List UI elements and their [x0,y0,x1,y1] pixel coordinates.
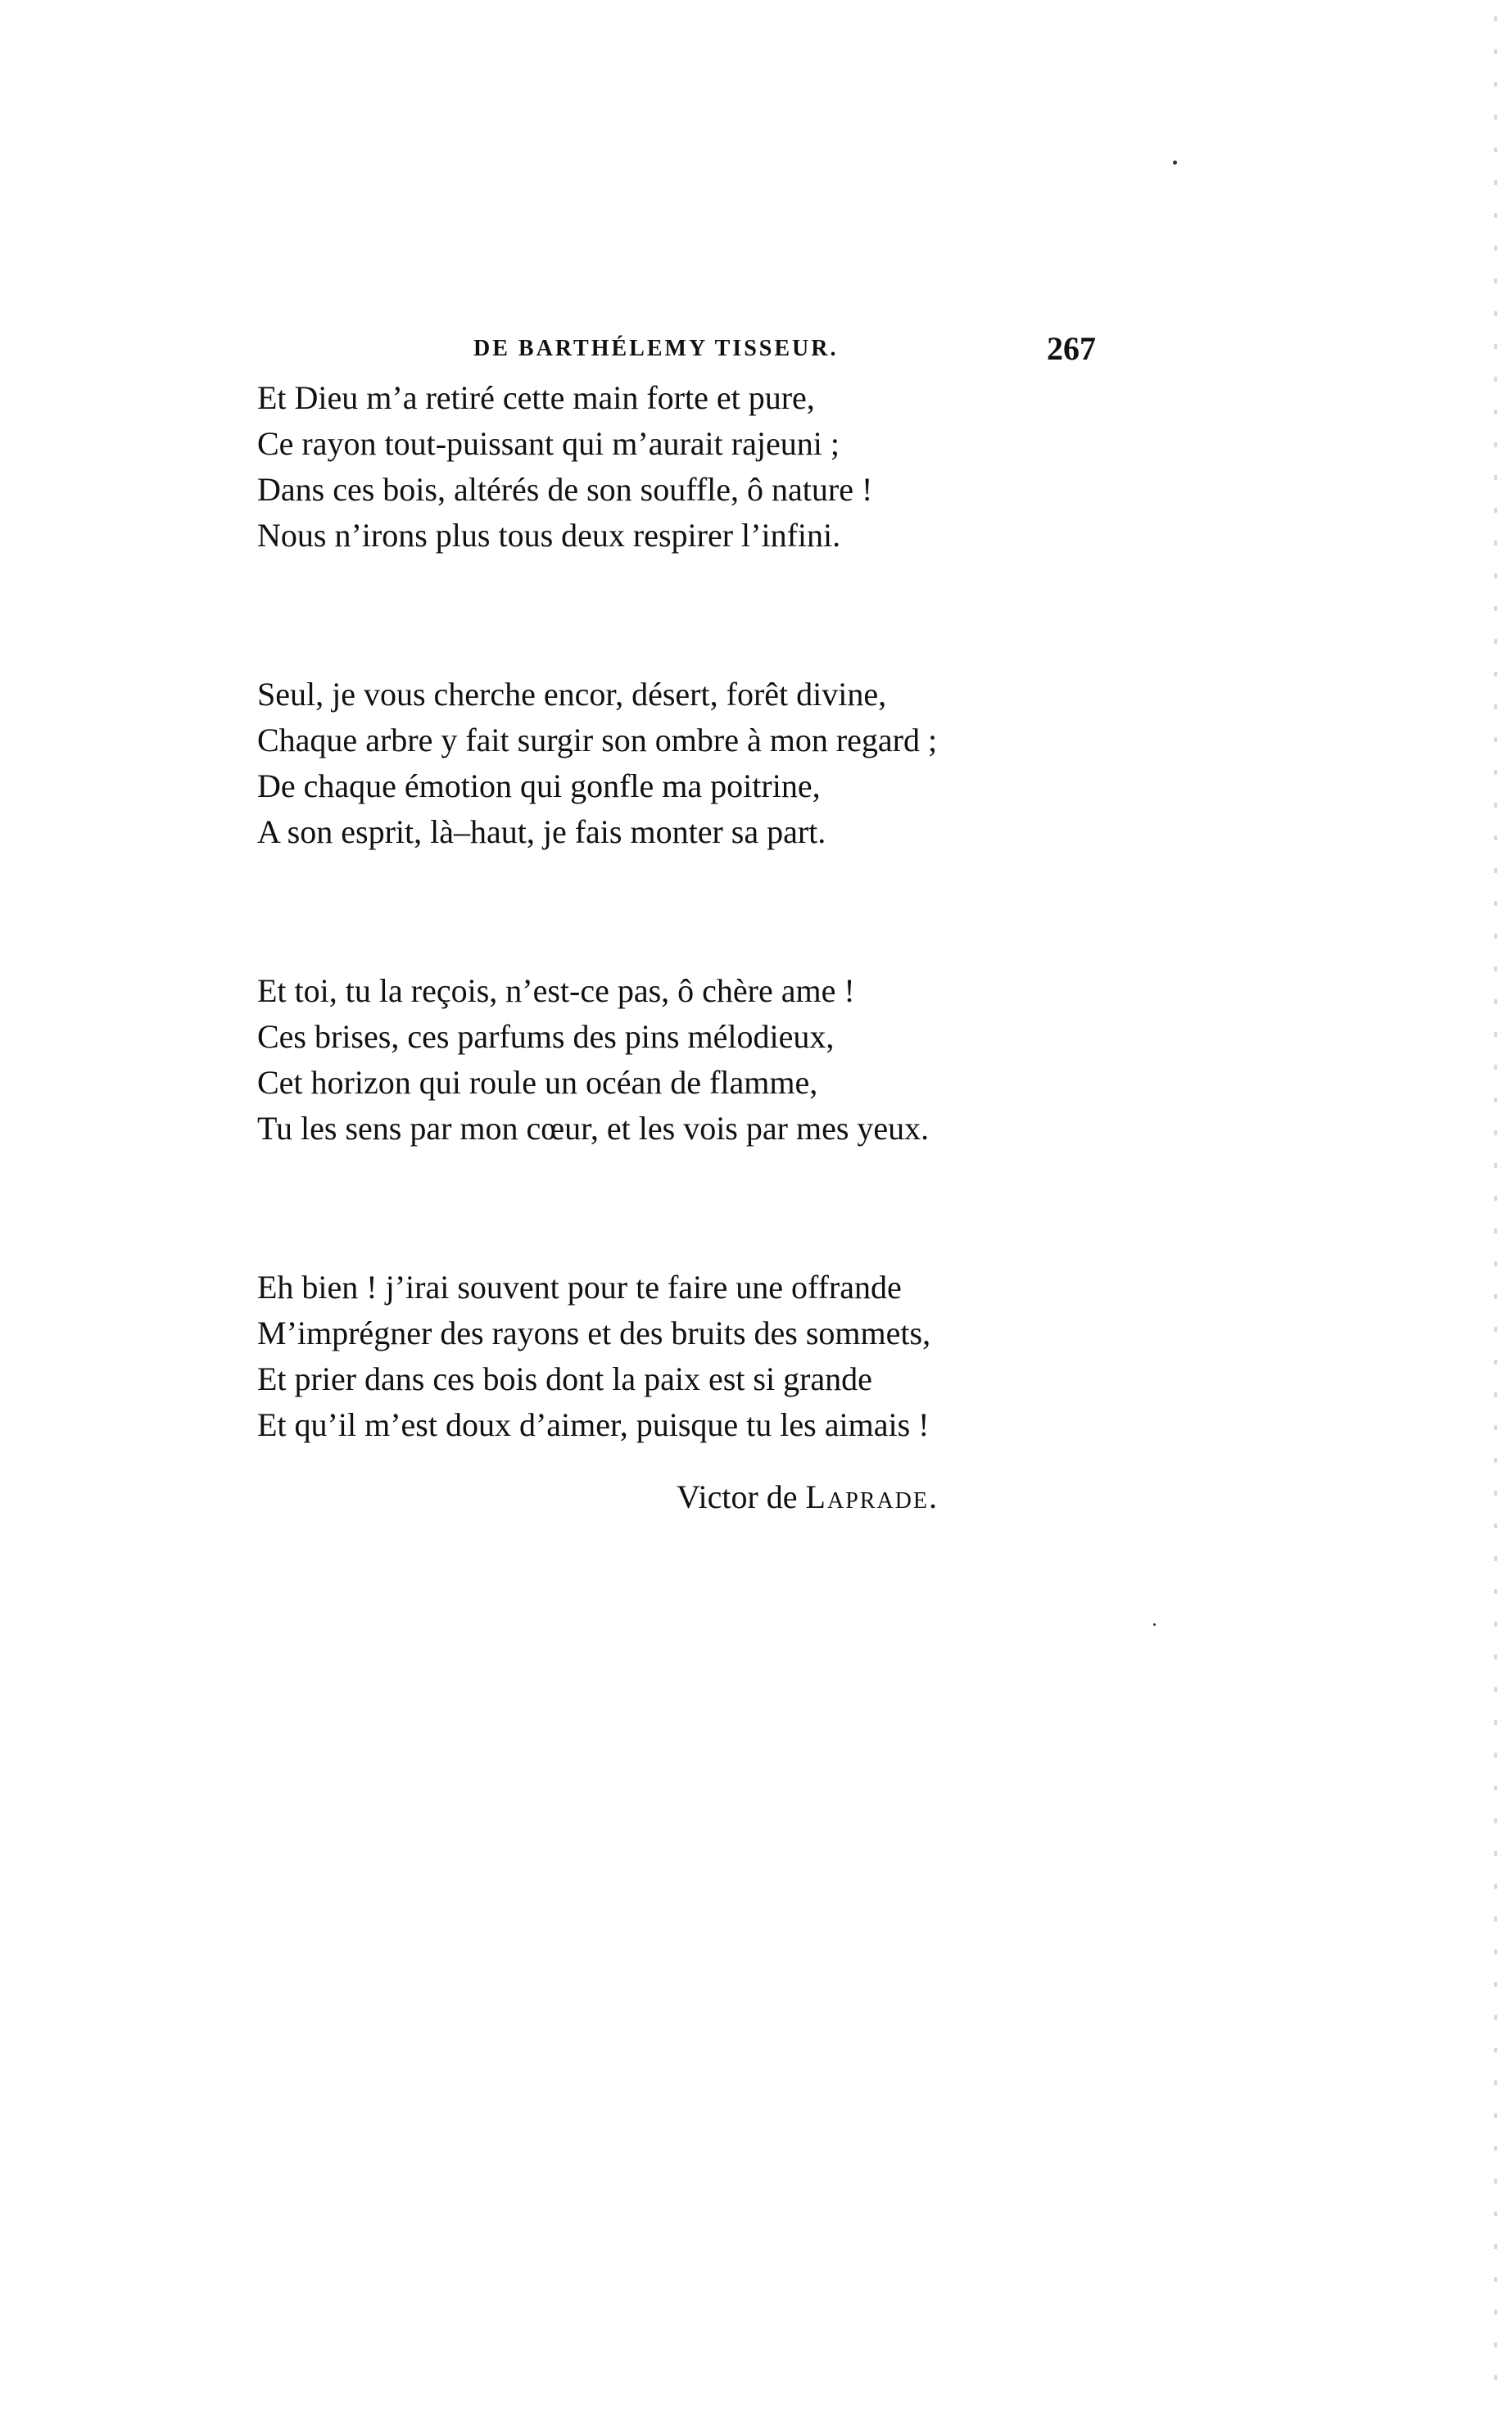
signature-first: Victor de [677,1478,798,1515]
poem-line: Et prier dans ces bois dont la paix est si grande [257,1360,872,1397]
scan-speck [1173,161,1177,165]
poem-line: Nous n’irons plus tous deux respirer l’infini. [257,517,841,554]
poem-line: Et toi, tu la reçois, n’est-ce pas, ô chère ame ! [257,972,855,1009]
signature-surname: Laprade. [805,1478,939,1515]
scan-speck [1153,1623,1156,1626]
poem-line: Eh bien ! j’irai souvent pour te faire une offrande [257,1269,902,1306]
stanza-2 [257,672,1093,855]
poem-line: Cet horizon qui roule un océan de flamme, [257,1064,818,1101]
page-number: 267 [1047,330,1096,367]
poem [257,375,1093,1448]
scan-edge-artifact [1494,16,1497,2392]
stanza-1 [257,375,1093,559]
running-title: DE BARTHÉLEMY TISSEUR. [473,336,839,361]
poem-line: Chaque arbre y fait surgir son ombre à mon regard ; [257,722,938,758]
poem-line: Ces brises, ces parfums des pins mélodieux, [257,1018,835,1055]
page-header [473,329,1096,378]
poem-line: Et qu’il m’est doux d’aimer, puisque tu les aimais ! [257,1406,930,1443]
poem-line: Dans ces bois, altérés de son souffle, ô nature ! [257,471,873,508]
stanza-3 [257,968,1093,1152]
poem-line: M’imprégner des rayons et des bruits des sommets, [257,1315,931,1351]
poem-line: De chaque émotion qui gonfle ma poitrine, [257,767,821,804]
author-signature [677,1474,939,1520]
poem-line: A son esprit, là–haut, je fais monter sa part. [257,813,826,850]
poem-line: Et Dieu m’a retiré cette main forte et pure, [257,379,815,416]
poem-line: Seul, je vous cherche encor, désert, forêt divine, [257,676,887,713]
poem-line: Tu les sens par mon cœur, et les vois par mes yeux. [257,1110,930,1147]
poem-line: Ce rayon tout-puissant qui m’aurait rajeuni ; [257,425,840,462]
stanza-4 [257,1265,1093,1448]
